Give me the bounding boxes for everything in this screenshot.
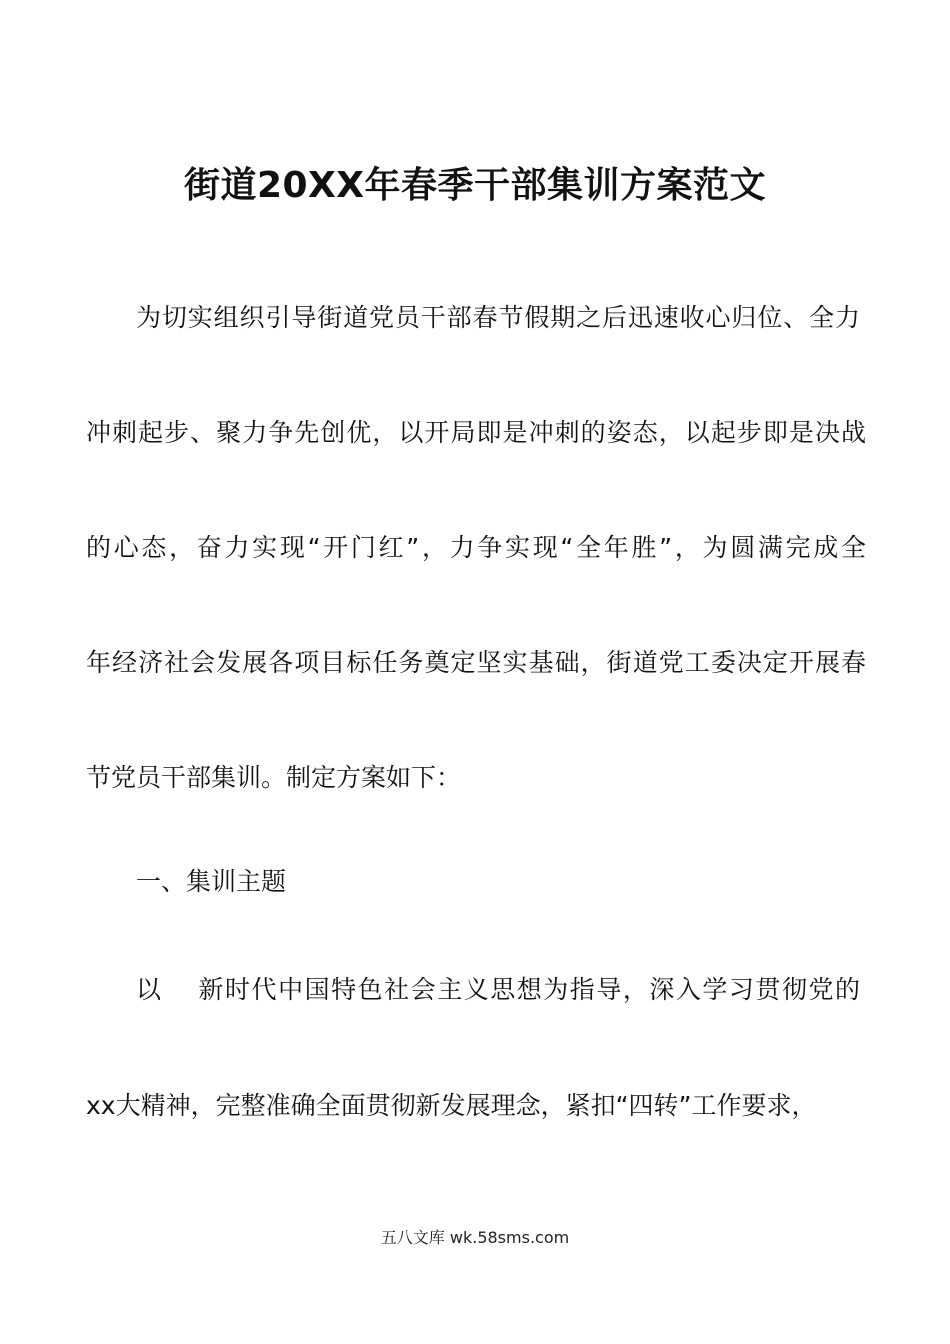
- document-title: 街道20XX年春季干部集训方案范文: [183, 165, 767, 206]
- paragraph-line: 节党员干部集训。制定方案如下：: [86, 763, 462, 792]
- paragraph-line: 以 新时代中国特色社会主义思想为指导，深入学习贯彻党的: [136, 975, 860, 1004]
- paragraph-line: 的心态，奋力实现“开门红”，力争实现“全年胜”，为圆满完成全: [86, 533, 866, 562]
- paragraph-line: xx大精神，完整准确全面贯彻新发展理念，紧扣“四转”工作要求，: [86, 1091, 817, 1120]
- paragraph-line: 冲刺起步、聚力争先创优，以开局即是冲刺的姿态，以起步即是决战: [86, 418, 866, 447]
- section-heading: 一、集训主题: [136, 867, 287, 896]
- paragraph-line: 为切实组织引导街道党员干部春节假期之后迅速收心归位、全力: [136, 303, 860, 332]
- paragraph-line: 年经济社会发展各项目标任务奠定坚实基础，街道党工委决定开展春: [86, 648, 866, 677]
- footer-watermark: 五八文库 wk.58sms.com: [380, 1228, 570, 1247]
